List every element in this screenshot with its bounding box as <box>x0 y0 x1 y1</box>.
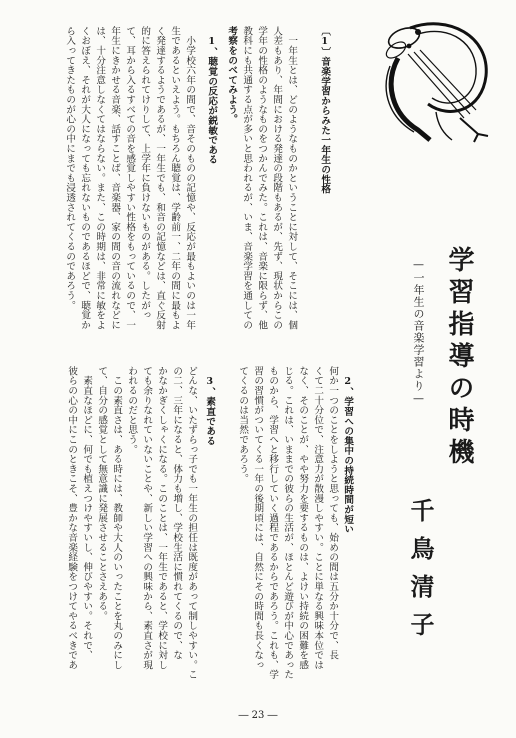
body-text-column: じる。これは、いままでの彼らの生活が、ほとんど遊びが中心であった <box>282 366 294 680</box>
body-text-column: て、自分の感覚として無意識に発展させることさえある。 <box>96 366 108 621</box>
body-text-column: ものから、学習へと移行していく過程であるからであろう。これも、学 <box>267 366 279 680</box>
body-text-column: てくるのは当然であろう。 <box>237 366 249 484</box>
body-text-column: 考察をのべてみよう。 <box>226 26 238 124</box>
body-text-column: なく、そのことが、やや努力を要するものは、よけい持続の困難を感 <box>297 366 309 670</box>
body-text-column: 彼らの心の中にこのときこそ、豊かな音楽経験をつけてやるべきであ <box>66 366 78 670</box>
body-text-column: 的に答えられてけりして、上学年に負けないものがある。したがっ <box>139 26 151 320</box>
body-text-column: くて二十分位で、注意力が散漫しやすい。ことに単なる興味本位では <box>312 366 324 670</box>
body-text-column: くおぼえ、それが大人になっても忘れないものであるほどで、聴覚か <box>79 26 91 330</box>
subheading: 2、学習への集中の持続時間が短い <box>342 366 354 534</box>
body-text-column: く発達するようであるが、一年生でも、和音の記憶などは、直ぐ反射 <box>154 26 166 330</box>
body-text-column: 素直なほどに、何でも植えつけやすいし、伸びやすい。それで、 <box>81 366 93 660</box>
body-text-column: この素直さは、ある時には、教師や大人のいったことを丸のみにし <box>111 366 123 670</box>
body-text-column: かなかぎくしゃくになる。このことは、一年生であると、学校に対し <box>156 366 168 670</box>
author-name: 千鳥清子 <box>406 498 435 650</box>
body-text-column: 学年の性格のようなものをつかんでみた。これは、音楽に限らず、他 <box>256 26 268 330</box>
body-text-column: て、耳から入るすべての音を感覚しやすい性格をもっているので、一 <box>124 26 136 330</box>
body-text-column: ても余りなれていないことや、新しい学習への興味から、素直さが現 <box>141 366 153 670</box>
body-text-column: われるのだと思う。 <box>126 366 138 455</box>
page-number: ― 23 ― <box>238 710 278 721</box>
instrument-illustration <box>378 14 498 146</box>
body-text-column: ら入ってきたものが心の中にまでも浸透されてくるのであろう。 <box>64 26 76 311</box>
body-text-column: 人差もあり、年間における発達の段階もあるが、先ず、現状からこの <box>271 26 283 330</box>
body-text-column: 一年生とは、どのようなものかということに対して、そこには、個 <box>286 26 298 330</box>
subheading: 1、聴覚の反応が鋭敏である <box>206 26 218 165</box>
body-text-column: 何か一つのことをしようと思っても、始めの間は五分か十分で、長 <box>327 366 339 660</box>
article-title: 学習指導の時機 <box>444 246 474 470</box>
body-text-column: 年生にきかせる音楽、話すことば、音楽器、家の間の音の流れなどに <box>109 26 121 330</box>
body-text-column: は、十分注意しなくてはならない。また、この時期は、非常に敏をよ <box>94 26 106 330</box>
article-subtitle: —一年生の音楽学習より— <box>412 258 425 406</box>
section-heading: 〔1〕音楽学習からみた一年生の性格 <box>319 26 331 194</box>
body-text-column: どんな、いたずらっ子でも一年生の担任は既度があって制しやすい。こ <box>186 366 198 680</box>
subheading: 3、素直である <box>204 366 216 446</box>
body-text-column: 生であるといえよう。もちろん聴覚は、学齢前一、二年の間に最もよ <box>169 26 181 330</box>
body-text-column: 教科にも共通する点が多いと思われるが、いま、音楽学習を通しての <box>241 26 253 330</box>
body-text-column: 習の習慣がついてくる一年の後期頃には、自然にその時間も長くなっ <box>252 366 264 670</box>
body-text-column: 小学校六年の間で、音そのものの記憶や、反応が最もよいのは一年 <box>184 26 196 330</box>
body-text-column: の二、三年になると、体力も増し、学校生活に慣れてくるので、な <box>171 366 183 660</box>
